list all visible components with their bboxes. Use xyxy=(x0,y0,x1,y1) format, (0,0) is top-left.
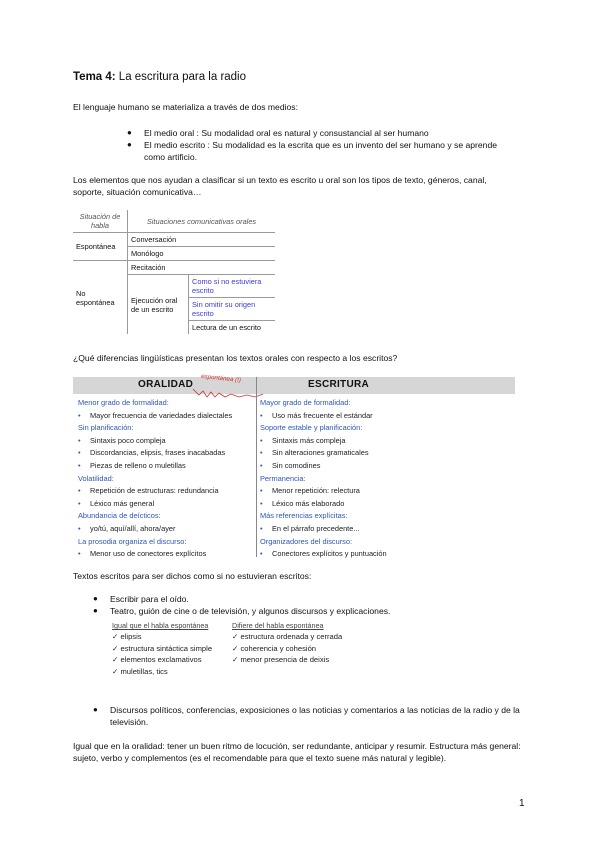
bullet-oido xyxy=(93,593,189,605)
list-item: • Mayor frecuencia de variedades dialectales xyxy=(78,410,256,423)
table-header: Situación de habla xyxy=(73,210,128,233)
table-cell: Monólogo xyxy=(128,247,276,261)
table-cell: Conversación xyxy=(128,233,276,247)
list-item: • Sin alteraciones gramaticales xyxy=(260,447,510,460)
bullet-dot-icon: ● xyxy=(93,606,98,615)
list-item: • En el párrafo precedente... xyxy=(260,523,510,536)
table-cell: No espontánea xyxy=(73,261,128,335)
oralidad-heading: ORALIDAD xyxy=(138,379,194,390)
section-label: Menor grado de formalidad: xyxy=(78,398,169,407)
column-divider xyxy=(256,377,257,557)
table-cell: Ejecución oral de un escrito xyxy=(128,275,189,335)
list-item: • Sintaxis poco compleja xyxy=(78,435,256,448)
title-bold: Tema 4: xyxy=(73,71,116,83)
escritura-column xyxy=(260,397,510,561)
closing-paragraph: Igual que en la oralidad: tener un buen ritmo de locución, ser redundante, anticipar y resumir. Estructura más general: sujeto, verbo y complementos (es el recomendable para que el texto suene más natural y legible). xyxy=(73,741,521,764)
escritura-heading: ESCRITURA xyxy=(308,379,370,390)
handwritten-note: espontánea (!) xyxy=(200,372,242,385)
bullet-dot-icon: ● xyxy=(127,140,132,149)
written-to-speak-heading: Textos escritos para ser dichos como si no estuvieran escritos: xyxy=(73,571,312,581)
bullet-dot-icon: ● xyxy=(93,594,98,603)
bullet-escrito xyxy=(127,139,514,163)
list-item: ✓ estructura ordenada y cerrada xyxy=(232,632,343,641)
bullet-text: El medio oral : Su modalidad oral es natural y consustancial al ser humano xyxy=(144,128,429,138)
table-cell: Lectura de un escrito xyxy=(192,323,262,332)
list-item: ✓ elementos exclamativos xyxy=(112,655,202,664)
table-cell: Espontánea xyxy=(73,233,128,261)
table-cell: Recitación xyxy=(128,261,276,275)
list-item: ✓ estructura sintáctica simple xyxy=(112,643,213,653)
table-cell: Sin omitir su origen escrito xyxy=(189,298,276,321)
section-label: Permanencia: xyxy=(260,473,306,483)
bullet-text: Teatro, guión de cine o de televisión, y algunos discursos y explicaciones. xyxy=(110,606,391,616)
page-title xyxy=(73,71,246,83)
section-label: Más referencias explícitas: xyxy=(260,511,348,521)
elements-paragraph: Los elementos que nos ayudan a clasificar si un texto es escrito u oral son los tipos de texto, géneros, canal, soporte, situación comunicativa… xyxy=(73,175,487,198)
page-number: 1 xyxy=(519,798,525,809)
list-item: • Sin comodines xyxy=(260,460,510,473)
situations-table xyxy=(73,210,275,334)
bullet-discursos xyxy=(93,704,520,728)
section-label: La prosodia organiza el discurso: xyxy=(78,536,187,546)
section-label: Sin planificación: xyxy=(78,423,134,433)
list-item: • Menor uso de conectores explícitos xyxy=(78,548,256,561)
comparison-table xyxy=(73,372,515,559)
title-rest: La escritura para la radio xyxy=(115,71,247,83)
list-item: • Conectores explícitos y puntuación xyxy=(260,548,510,561)
bullet-text: Escribir para el oído. xyxy=(110,594,189,604)
different-list xyxy=(232,621,372,666)
question-heading: ¿Qué diferencias lingüísticas presentan los textos orales con respecto a los escritos? xyxy=(73,353,398,363)
list-item: • Discordancias, elipsis, frases inacabadas xyxy=(78,447,256,460)
section-label: Abundancia de deícticos: xyxy=(78,511,161,521)
list-item: • Sintaxis más compleja xyxy=(260,435,510,448)
bullet-oral xyxy=(127,127,514,139)
list-item: ✓ elipsis xyxy=(112,632,142,641)
list-item: • Repetición de estructuras: redundancia xyxy=(78,485,256,498)
list-item: • Uso más frecuente el estándar xyxy=(260,410,510,423)
list-item: • Léxico más elaborado xyxy=(260,498,510,511)
similar-heading: Igual que el habla espontánea xyxy=(112,621,209,630)
bullet-dot-icon: ● xyxy=(127,128,132,137)
table-header: Situaciones comunicativas orales xyxy=(128,210,276,233)
list-item: ✓ menor presencia de deixis xyxy=(232,655,330,664)
section-label: Volatilidad: xyxy=(78,473,114,483)
different-heading: Difiere del habla espontánea xyxy=(232,621,324,630)
similar-list xyxy=(112,621,232,677)
list-item: ✓ coherencia y cohesión xyxy=(232,643,317,653)
bullet-text: El medio escrito : Su modalidad es la escrita que es un invento del ser humano y se aprende como artificio. xyxy=(144,140,498,162)
section-label: Mayor grado de formalidad: xyxy=(260,398,351,407)
section-label: Soporte estable y planificación: xyxy=(260,423,363,433)
intro-paragraph: El lenguaje humano se materializa a través de dos medios: xyxy=(73,102,298,112)
table-cell: Como si no estuviera escrito xyxy=(189,275,276,298)
list-item: • Menor repetición: relectura xyxy=(260,485,510,498)
list-item: • Piezas de relleno o muletillas xyxy=(78,460,256,473)
bullet-text: Discursos políticos, conferencias, exposiciones o las noticias y comentarios a las noticias de la radio y de la televisión. xyxy=(110,705,520,727)
list-item: • yo/tú, aquí/allí, ahora/ayer xyxy=(78,523,256,536)
list-item: ✓ muletillas, tics xyxy=(112,666,168,676)
bullet-dot-icon: ● xyxy=(93,705,98,714)
bullet-teatro xyxy=(93,605,391,617)
section-label: Organizadores del discurso: xyxy=(260,536,353,546)
list-item: • Léxico más general xyxy=(78,498,256,511)
oralidad-column xyxy=(78,397,256,561)
